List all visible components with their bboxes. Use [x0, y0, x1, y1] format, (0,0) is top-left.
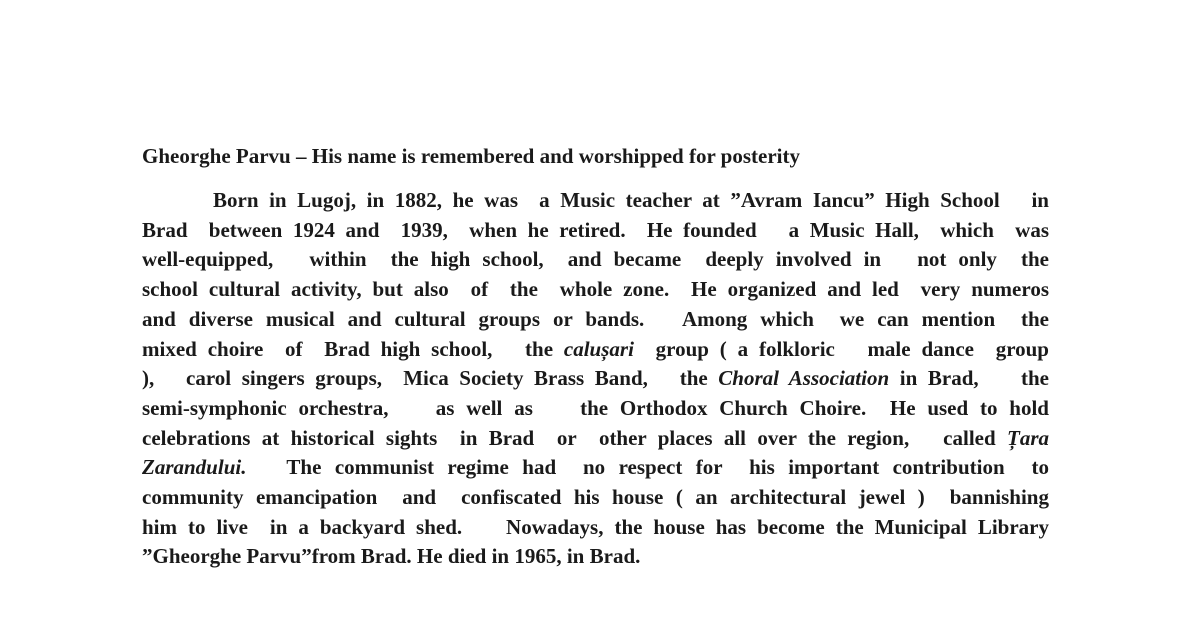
- line-text: ”Gheorghe Parvu”from Brad. He died in 1965, in Brad.: [142, 544, 641, 569]
- body-line: [142, 424, 1049, 454]
- body-line: [142, 275, 1049, 305]
- body-line: [142, 364, 1049, 394]
- line-text: community emancipation and confiscated his house ( an architectural jewel ) bannishing: [142, 485, 1049, 510]
- line-text: him to live in a backyard shed. Nowadays, the house has become the Municipal Library: [142, 514, 1049, 539]
- body-line: [142, 542, 1049, 572]
- body-line: [142, 186, 1049, 216]
- italic-term: Choral Association: [718, 366, 890, 391]
- line-text: Brad between 1924 and 1939, when he retired. He founded a Music Hall, which was: [142, 217, 1049, 242]
- italic-term: Țara: [1007, 425, 1049, 450]
- line-text: well-equipped, within the high school, and became deeply involved in not only the: [142, 247, 1049, 272]
- line-text: school cultural activity, but also of the whole zone. He organized and led very numeros: [142, 277, 1049, 302]
- body-line: [142, 483, 1049, 513]
- line-text: and diverse musical and cultural groups or bands. Among which we can mention the: [142, 306, 1049, 331]
- document-title: Gheorghe Parvu – His name is remembered and worshipped for posterity: [142, 144, 800, 168]
- line-text: celebrations at historical sights in Brad or other places all over the region, called: [142, 425, 1007, 450]
- line-text: The communist regime had no respect for his important contribution to: [246, 455, 1049, 480]
- body-line: [142, 394, 1049, 424]
- line-text: Born in Lugoj, in 1882, he was a Music teacher at ”Avram Iancu” High School in: [213, 188, 1049, 212]
- document-page: [142, 141, 1049, 572]
- line-text: mixed choire of Brad high school, the: [142, 336, 564, 361]
- body-line: [142, 453, 1049, 483]
- italic-term: Zarandului.: [142, 455, 247, 480]
- body-line: [142, 335, 1049, 365]
- body-line: [142, 305, 1049, 335]
- body-line: [142, 216, 1049, 246]
- italic-term: calușari: [563, 336, 634, 361]
- line-text: semi-symphonic orchestra, as well as the Orthodox Church Choire. He used to hold: [142, 395, 1049, 420]
- line-text: ), carol singers groups, Mica Society Brass Band, the: [142, 366, 719, 391]
- body-line: [142, 245, 1049, 275]
- line-text: in Brad, the: [889, 366, 1050, 391]
- line-text: group ( a folkloric male dance group: [633, 336, 1049, 361]
- body-line: [142, 513, 1049, 543]
- document-body: [142, 186, 1049, 572]
